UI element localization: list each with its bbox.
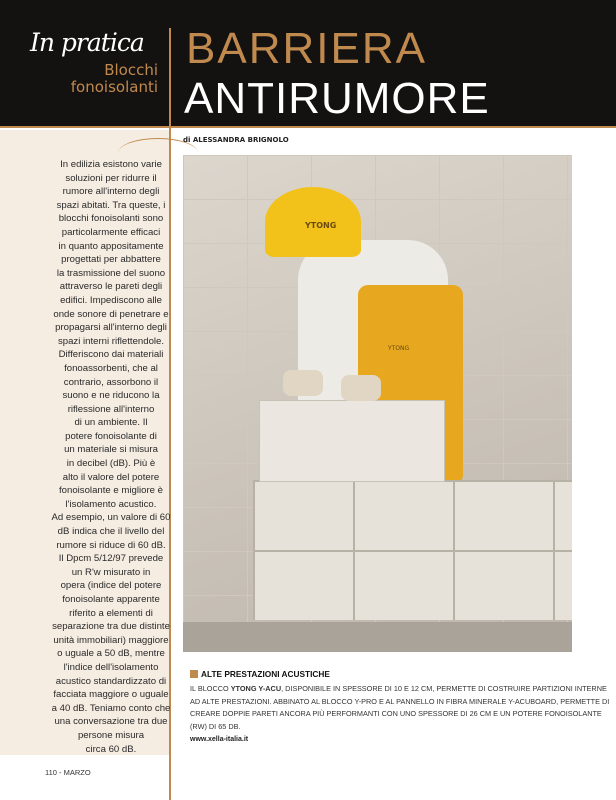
body-line: spazi interni riflettendole. [57, 335, 165, 347]
body-line: Differiscono dai materiali [58, 349, 164, 361]
caption-text [190, 683, 612, 733]
section-line: Blocchi [104, 61, 158, 79]
body-line: propagarsi all'interno degli [55, 322, 167, 334]
overall-logo: YTONG [388, 345, 410, 352]
photo-helmet [265, 187, 361, 257]
body-text [42, 158, 180, 756]
body-line: potere fonoisolante di [65, 430, 157, 442]
body-line: opera (indice del potere [60, 580, 162, 592]
body-line: unità immobiliari) maggiore [53, 634, 169, 646]
body-line: circa 60 dB. [85, 743, 137, 755]
body-line: facciata maggiore o uguale [53, 689, 169, 701]
body-line: In edilizia esistono varie [60, 159, 162, 170]
helmet-logo: YTONG [305, 221, 337, 230]
body-line: particolarmente efficaci [61, 226, 161, 238]
body-line: suono e ne riducono la [62, 390, 160, 402]
body-line: attraverso le pareti degli [59, 281, 163, 293]
body-line: contrario, assorbono il [63, 376, 159, 388]
body-line: o uguale a 50 dB, mentre [57, 648, 165, 660]
body-line: alto il valore del potere [62, 471, 160, 483]
body-line: persone misura [77, 729, 145, 741]
kicker: In pratica [30, 28, 144, 57]
body-line: riferito a elementi di [69, 607, 153, 619]
body-line: progettati per abbattere [61, 254, 161, 266]
body-line: dB indica che il livello del [57, 526, 165, 538]
body-line: fonoassorbenti, che al [64, 362, 158, 374]
body-line: un materiale si misura [64, 444, 158, 456]
photo-glove [283, 370, 323, 396]
body-line: a 40 dB. Teniamo conto che [51, 702, 171, 714]
caption-title-text: ALTE PRESTAZIONI ACUSTICHE [201, 669, 330, 679]
body-line: riflessione all'interno [67, 403, 155, 415]
photo-worker-building-wall [183, 155, 572, 652]
section-label [71, 62, 158, 96]
photo-block [259, 400, 445, 482]
body-line: un R'w misurato in [71, 566, 151, 578]
caption-box [190, 668, 612, 745]
page-folio: 110 - MARZO [45, 768, 91, 777]
body-line: Ad esempio, un valore di 60 [51, 512, 171, 524]
body-line: una conversazione tra due [54, 716, 168, 728]
body-line: l'indice dell'isolamento [63, 661, 159, 673]
body-line: la trasmissione del suono [56, 267, 166, 279]
title-line-1: BARRIERA [186, 24, 427, 73]
photo-glove [341, 375, 381, 401]
website-link[interactable]: www.xella-italia.it [190, 736, 249, 743]
caption-body: , DISPONIBILE IN SPESSORE DI 10 E 12 CM, PERMETTE DI COSTRUIRE PARTIZIONI INTERNE AD ALTE PRESTAZIONI. ABBINATO AL BLOCCO Y-PRO E AL PANNELLO IN FIBRA MINERALE Y-ACUBOARD, PERMETTE DI CREARE DOPPIE PARETI ANCORA PIÙ PERFORMANTI CON UNO SPESSORE DI 26 CM E UN POTERE FONOISOLANTE (RW) DI 65 DB. [190, 684, 610, 731]
section-line: fonoisolanti [70, 78, 158, 96]
header-band [0, 0, 616, 128]
body-line: rumore si riduce di 60 dB. [56, 539, 166, 551]
caption-title [190, 668, 612, 681]
body-line: spazi abitati. Tra queste, i [56, 199, 166, 211]
body-line: l'isolamento acustico. [65, 498, 157, 510]
body-line: in decibel (dB). Più è [66, 458, 156, 470]
body-line: soluzioni per ridurre il [65, 172, 157, 184]
photo-block-wall [253, 480, 572, 620]
caption-pre: IL BLOCCO [190, 684, 231, 693]
body-line: acustico standardizzato di [55, 675, 167, 687]
body-line: fonoisolante apparente [62, 594, 160, 605]
title-line-2: ANTIRUMORE [184, 74, 490, 123]
body-line: blocchi fonoisolanti sono [58, 213, 164, 225]
square-bullet-icon [190, 670, 198, 678]
body-line: separazione tra due distinte [52, 621, 170, 633]
byline: di ALESSANDRA BRIGNOLO [183, 136, 289, 144]
caption-product: YTONG Y-ACU [230, 684, 282, 693]
photo-floor [183, 622, 572, 652]
body-line: in quanto appositamente [58, 240, 164, 252]
body-line: di un ambiente. Il [74, 417, 148, 429]
body-line: rumore all'interno degli [62, 186, 160, 198]
body-line: onde sonore di penetrare e [53, 308, 169, 320]
body-line: Il Dpcm 5/12/97 prevede [58, 553, 164, 565]
body-line: fonoisolante e migliore è [59, 485, 163, 497]
body-line: edifici. Impediscono alle [60, 294, 162, 306]
